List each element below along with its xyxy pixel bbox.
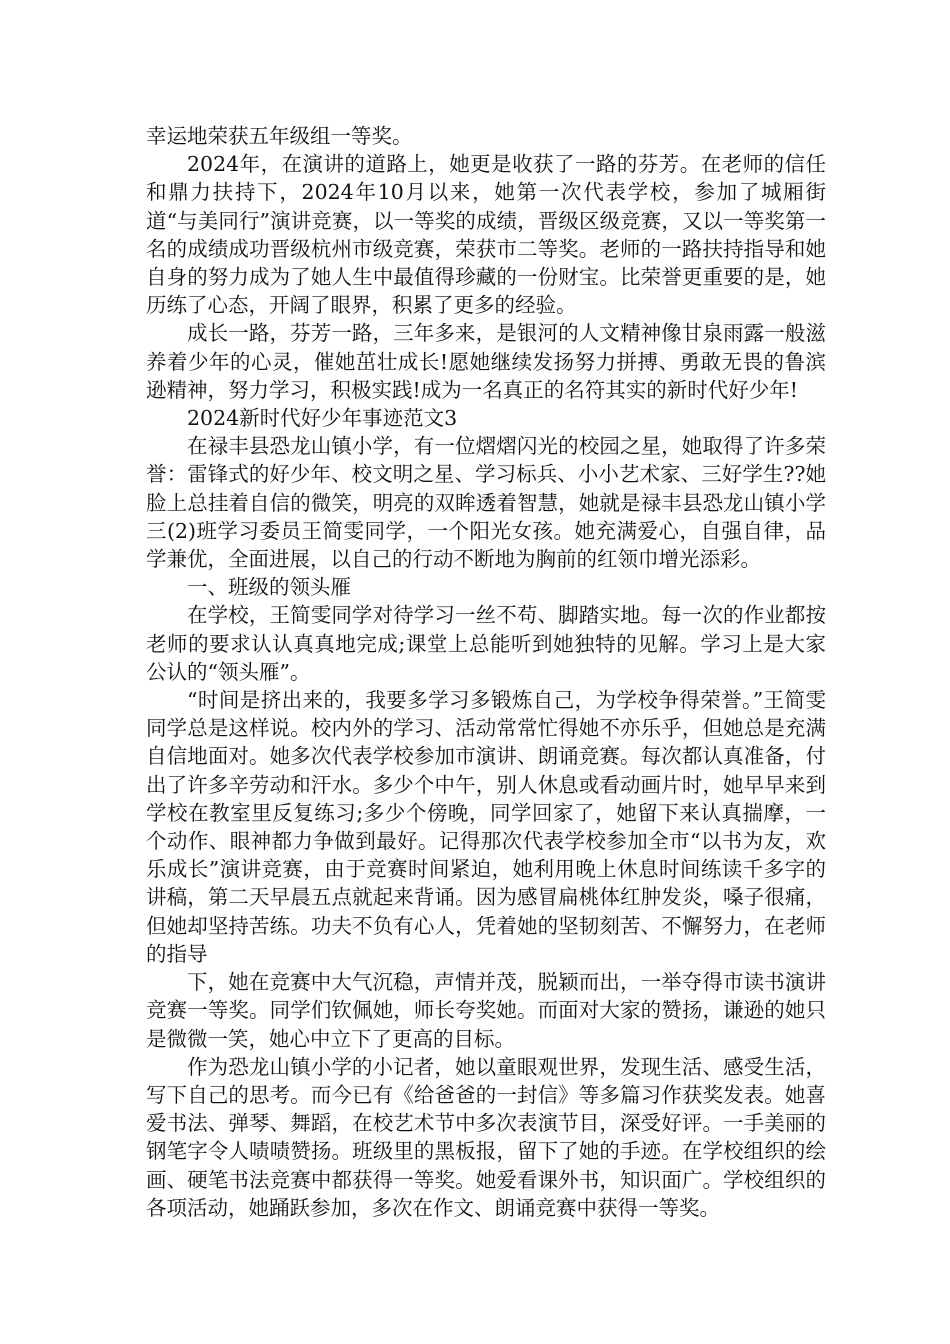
paragraph-9: 下，她在竞赛中大气沉稳，声情并茂，脱颖而出，一举夺得市读书演讲竞赛一等奖。同学们钦佩她，师长夸奖她。而面对大家的赞扬，谦逊的她只是微微一笑，她心中立下了更高的目标。 [146,970,826,1051]
paragraph-7: 在学校，王简雯同学对待学习一丝不苟、脚踏实地。每一次的作业都按老师的要求认认真真地完成;课堂上总能听到她独特的见解。学习上是大家公认的“领头雁”。 [146,603,826,684]
paragraph-8: “时间是挤出来的，我要多学习多锻炼自己，为学校争得荣誉。”王简雯同学总是这样说。校内外的学习、活动常常忙得她不亦乐乎，但她总是充满自信地面对。她多次代表学校参加市演讲、朗诵竞赛。每次都认真准备，付出了许多辛劳动和汗水。多少个中午，别人休息或看动画片时，她早早来到学校在教室里反复练习;多少个傍晚，同学回家了，她留下来认真揣摩，一个动作、眼神都力争做到最好。记得那次代表学校参加全市“以书为友，欢乐成长”演讲竞赛，由于竞赛时间紧迫，她利用晚上休息时间练读千多字的讲稿，第二天早晨五点就起来背诵。因为感冒扁桃体红肿发炎，嗓子很痛，但她却坚持苦练。功夫不负有心人，凭着她的坚韧刻苦、不懈努力，在老师的指导 [146,688,826,966]
section-heading-class-leader: 一、班级的领头雁 [187,575,351,600]
section-heading-article-3: 2024新时代好少年事迹范文3 [187,406,458,431]
paragraph-1: 幸运地荣获五年级组一等奖。 [146,124,413,148]
paragraph-10: 作为恐龙山镇小学的小记者，她以童眼观世界，发现生活、感受生活，写下自己的思考。而今已有《给爸爸的一封信》等多篇习作获奖发表。她喜爱书法、弹琴、舞蹈，在校艺术节中多次表演节目，深受好评。一手美丽的钢笔字令人啧啧赞扬。班级里的黑板报，留下了她的手迹。在学校组织的绘画、硬笔书法竞赛中都获得一等奖。她爱看课外书，知识面广。学校组织的各项活动，她踊跃参加，多次在作文、朗诵竞赛中获得一等奖。 [146,1054,826,1220]
document-body [146,122,826,1222]
paragraph-2: 2024年，在演讲的道路上，她更是收获了一路的芬芳。在老师的信任和鼎力扶持下，2024年10月以来，她第一次代表学校，参加了城厢街道“与美同行”演讲竞赛，以一等奖的成绩，晋级区级竞赛，又以一等奖第一名的成绩成功晋级杭州市级竞赛，荣获市二等奖。老师的一路扶持指导和她自身的努力成为了她人生中最值得珍藏的一份财宝。比荣誉更重要的是，她历练了心态，开阔了眼界，积累了更多的经验。 [146,152,826,318]
paragraph-5: 在禄丰县恐龙山镇小学，有一位熠熠闪光的校园之星，她取得了许多荣誉：雷锋式的好少年、校文明之星、学习标兵、小小艺术家、三好学生??她脸上总挂着自信的微笑，明亮的双眸透着智慧，她就是禄丰县恐龙山镇小学三(2)班学习委员王简雯同学，一个阳光女孩。她充满爱心，自强自律，品学兼优，全面进展，以自己的行动不断地为胸前的红领巾增光添彩。 [146,434,826,572]
paragraph-3: 成长一路，芬芳一路，三年多来，是银河的人文精神像甘泉雨露一般滋养着少年的心灵，催她茁壮成长!愿她继续发扬努力拼搏、勇敢无畏的鲁滨逊精神，努力学习，积极实践!成为一名真正的名符其实的新时代好少年! [146,321,826,402]
